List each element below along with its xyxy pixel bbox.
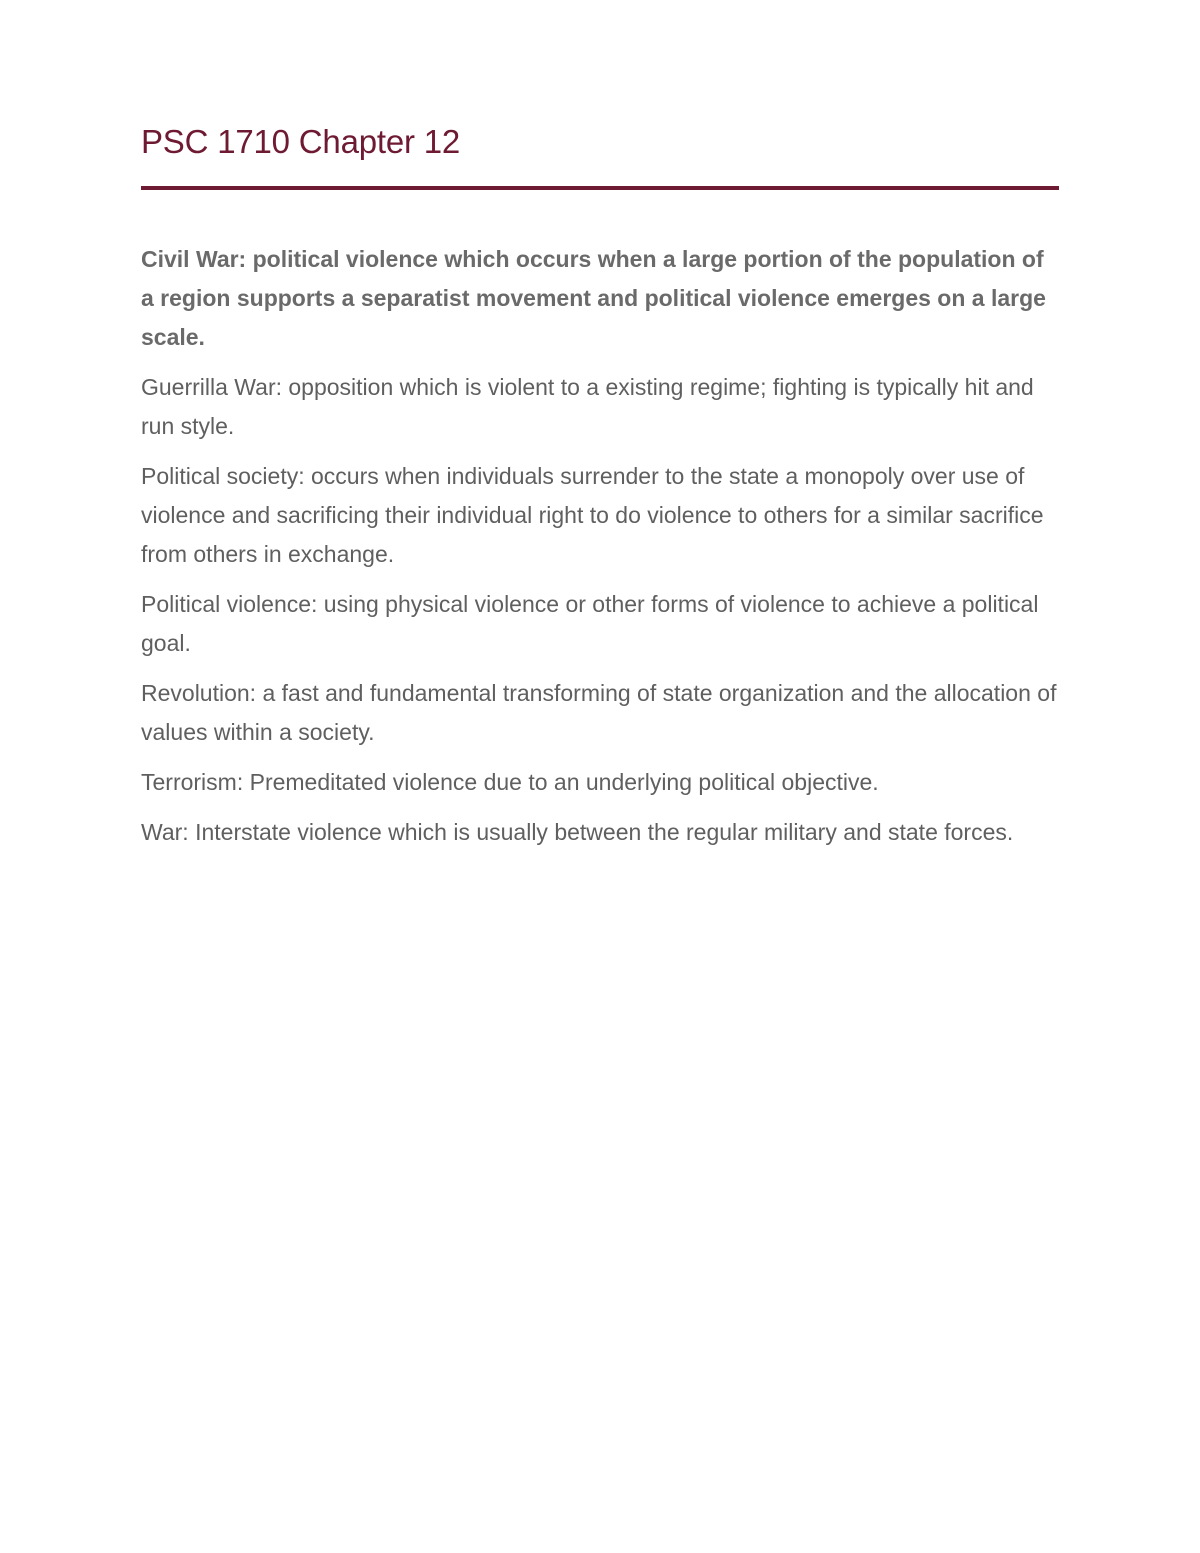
definition-revolution: Revolution: a fast and fundamental transforming of state organization and the allocation of values within a society. (141, 680, 1057, 745)
page-title: PSC 1710 Chapter 12 (141, 123, 461, 160)
definition-guerrilla-war: Guerrilla War: opposition which is violent to a existing regime; fighting is typically hit and run style. (141, 374, 1034, 439)
definition-war: War: Interstate violence which is usually between the regular military and state forces. (141, 819, 1014, 845)
definitions-list (141, 240, 1059, 852)
definition-civil-war: Civil War: political violence which occurs when a large portion of the population of a region supports a separatist movement and political violence emerges on a large scale. (141, 246, 1046, 350)
definition-political-society: Political society: occurs when individuals surrender to the state a monopoly over use of violence and sacrificing their individual right to do violence to others for a similar sacrifice from others in exchange. (141, 463, 1044, 567)
page-content (141, 118, 1059, 863)
definition-political-violence: Political violence: using physical violence or other forms of violence to achieve a political goal. (141, 591, 1039, 656)
definition-terrorism: Terrorism: Premeditated violence due to an underlying political objective. (141, 769, 879, 795)
title-underline (141, 186, 1059, 190)
